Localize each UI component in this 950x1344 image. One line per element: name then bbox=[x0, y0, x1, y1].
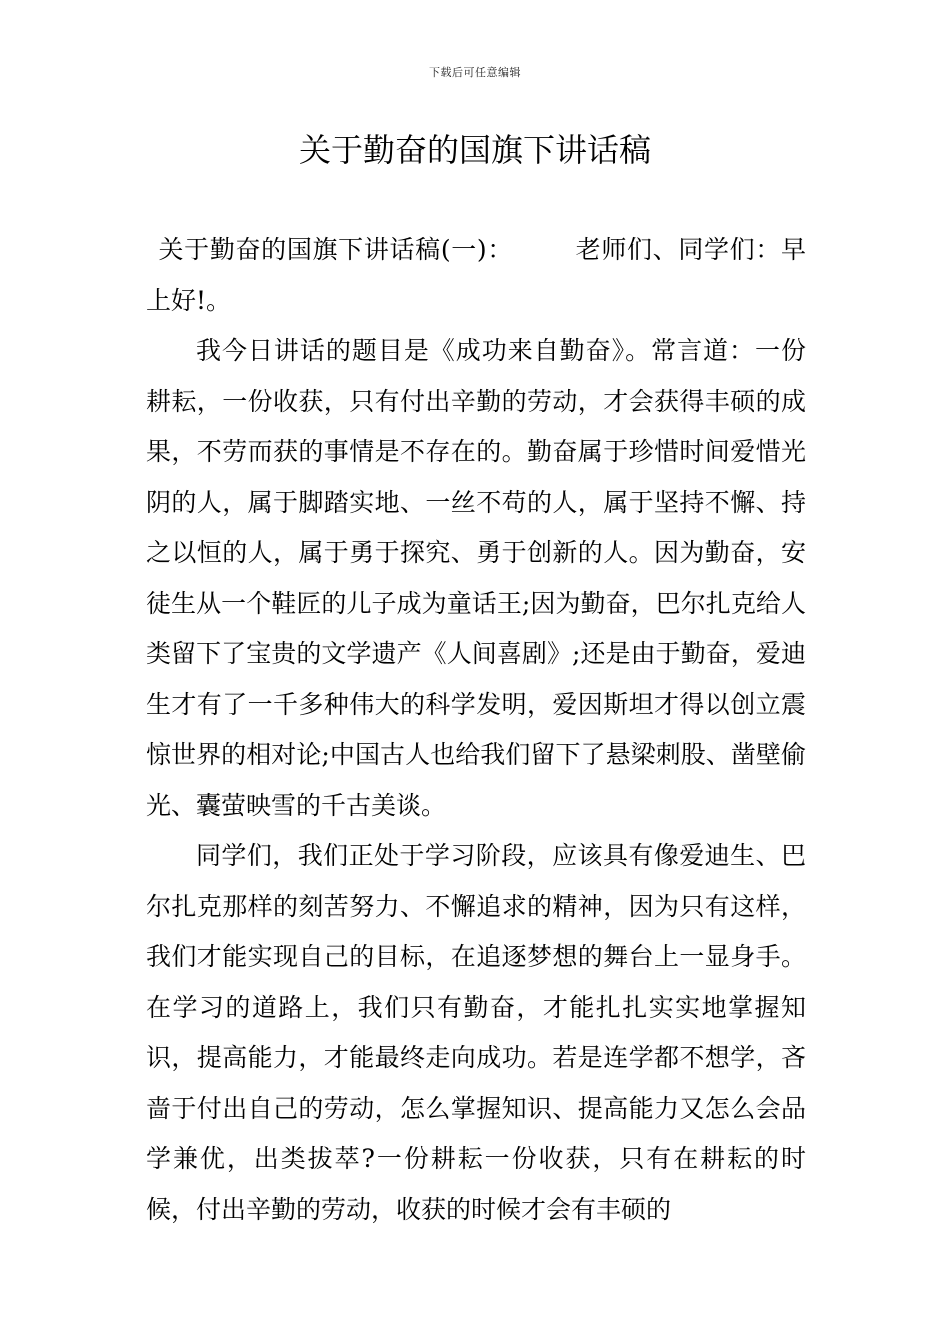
document-body bbox=[146, 225, 806, 1235]
body-paragraph-2: 同学们，我们正处于学习阶段，应该具有像爱迪生、巴尔扎克那样的刻苦努力、不懈追求的精神，因为只有这样，我们才能实现自己的目标，在追逐梦想的舞台上一显身手。在学习的道路上，我们只有勤奋，才能扎扎实实地掌握知识，提高能力，才能最终走向成功。若是连学都不想学，吝啬于付出自己的劳动，怎么掌握知识、提高能力又怎么会品学兼优，出类拔萃?一份耕耘一份收获，只有在耕耘的时候，付出辛勤的劳动，收获的时候才会有丰硕的 bbox=[146, 841, 806, 1224]
intro-paragraph bbox=[146, 225, 806, 326]
header-note: 下载后可任意编辑 bbox=[429, 66, 521, 79]
body-paragraph-1: 我今日讲话的题目是《成功来自勤奋》。常言道：一份耕耘，一份收获，只有付出辛勤的劳动，才会获得丰硕的成果，不劳而获的事情是不存在的。勤奋属于珍惜时间爱惜光阴的人，属于脚踏实地、一丝不苟的人，属于坚持不懈、持之以恒的人，属于勇于探究、勇于创新的人。因为勤奋，安徒生从一个鞋匠的儿子成为童话王;因为勤奋，巴尔扎克给人类留下了宝贵的文学遗产《人间喜剧》;还是由于勤奋，爱迪生才有了一千多种伟大的科学发明，爱因斯坦才得以创立震惊世界的相对论;中国古人也给我们留下了悬梁刺股、凿壁偷光、囊萤映雪的千古美谈。 bbox=[146, 336, 806, 820]
intro-heading: 关于勤奋的国旗下讲话稿(一)： bbox=[158, 235, 513, 264]
page-title: 关于勤奋的国旗下讲话稿 bbox=[298, 131, 651, 169]
intro-greeting: 老师们、同学们：早上好!。 bbox=[146, 235, 806, 315]
